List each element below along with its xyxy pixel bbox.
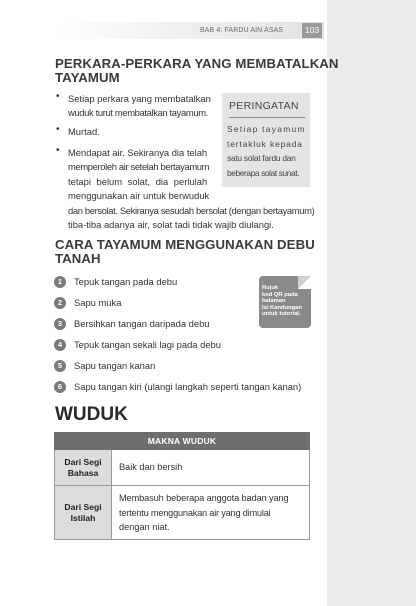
text-line: tertentu menggunakan air yang dimulai (119, 507, 271, 518)
text-line: Bahasa (67, 467, 99, 478)
step-number-badge: 1 (54, 276, 66, 288)
text-line: Dari Segi (64, 456, 102, 467)
text-line: satu solat fardu dan (227, 153, 296, 164)
row-label (55, 450, 112, 485)
row-label (55, 486, 112, 539)
warning-text (227, 122, 307, 180)
text-line: Rujuk (262, 285, 279, 291)
text-line: Setiap tayamum (227, 124, 306, 134)
text-line: Baik dan bersih (119, 462, 183, 472)
text-line: tetapi belum solat, dia perlulah (68, 175, 208, 187)
step-text: Tepuk tangan sekali lagi pada debu (74, 339, 221, 350)
text-line: menggunakan air untuk berwuduk (68, 190, 210, 202)
text-line: tiba-tiba adanya air, solat tadi tidak wajib diulangi. (68, 219, 274, 231)
text-line: halaman (262, 298, 286, 305)
text-line: Mendapat air. Sekiranya dia telah (68, 147, 208, 158)
text-line: Membasuh beberapa anggota badan yang (119, 493, 289, 503)
table-row (54, 486, 310, 540)
qr-note-text (262, 285, 308, 318)
section-title: WUDUK (55, 404, 128, 425)
text-line: tertakluk kepada (227, 138, 303, 149)
step-text: Bersihkan tangan daripada debu (74, 318, 210, 329)
bullet-item-2 (68, 125, 100, 139)
step-number-badge: 6 (54, 381, 66, 393)
section-title-line1: CARA TAYAMUM MENGGUNAKAN DEBU (55, 237, 315, 252)
text-line: memperoleh air setelah bertayamum (68, 161, 210, 173)
row-value (119, 491, 307, 535)
text-line: dan bersolat. Sekiranya sesudah bersolat (dengan bertayamum) (68, 205, 315, 216)
step-text: Sapu tangan kanan (74, 360, 156, 371)
bullet-item-3-continuation (68, 204, 314, 233)
step-number-badge: 2 (54, 297, 66, 309)
text-line: Dari Segi (64, 501, 102, 512)
step-number-badge: 3 (54, 318, 66, 330)
text-line: Istilah (70, 512, 96, 523)
step-text: Tepuk tangan pada debu (74, 276, 178, 287)
section-title-line1: PERKARA-PERKARA YANG MEMBATALKAN (55, 56, 339, 71)
chapter-label: BAB 4: FARDU AIN ASAS (200, 27, 284, 34)
bullet-marker: • (56, 145, 60, 156)
page-margin-strip (327, 0, 416, 606)
text-line: kod QR pada (262, 291, 298, 298)
table-row (54, 450, 310, 486)
step-number-badge: 4 (54, 339, 66, 351)
bullet-marker: • (56, 91, 60, 102)
text-line: dengan niat. (119, 522, 170, 532)
bullet-item-1 (68, 92, 211, 121)
text-line: Murtad. (68, 126, 100, 137)
step-text: Sapu muka (74, 297, 122, 308)
text-line: Isi Kandungan (262, 304, 302, 311)
bullet-item-3 (68, 146, 218, 204)
warning-divider (229, 117, 305, 118)
table-header: MAKNA WUDUK (54, 432, 310, 450)
page-number: 103 (302, 23, 322, 38)
section-title-line2: TANAH (55, 251, 101, 266)
step-number-badge: 5 (54, 360, 66, 372)
warning-title: PERINGATAN (229, 100, 299, 112)
text-line: Setiap perkara yang membatalkan (68, 93, 211, 104)
section-title-line2: TAYAMUM (55, 70, 120, 85)
step-text: Sapu tangan kiri (ulangi langkah seperti tangan kanan) (74, 381, 302, 392)
text-line: wuduk turut membatalkan tayamum. (68, 107, 208, 119)
text-line: beberapa solat sunat. (227, 167, 300, 178)
text-line: untuk tutorial. (262, 311, 301, 318)
bullet-marker: • (56, 124, 60, 135)
row-value (119, 460, 182, 475)
running-header (58, 22, 324, 39)
